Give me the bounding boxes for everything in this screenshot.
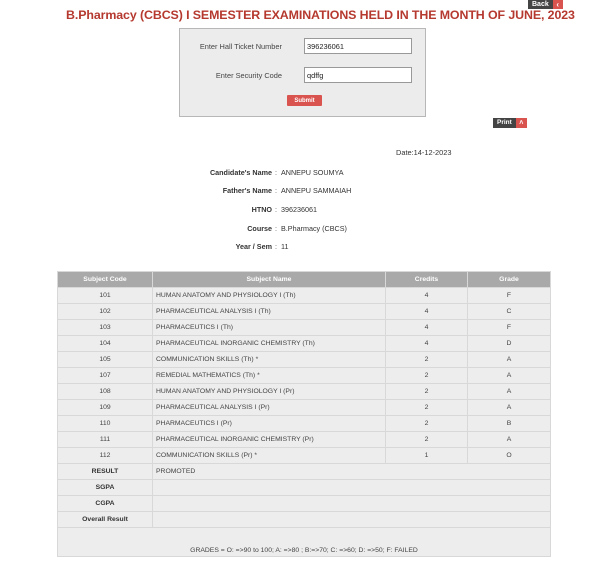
subject-code: 108 [58,384,153,400]
header-subject-code: Subject Code [58,272,153,288]
result-label: RESULT [58,464,153,480]
print-label: Print [493,118,516,128]
colon: : [275,242,277,251]
colon: : [275,224,277,233]
grades-legend: GRADES = O: =>90 to 100; A: =>80 ; B:=>70; C: =>60; D: =>50; F: FAILED [58,528,551,557]
colon: : [275,168,277,177]
sgpa-label: SGPA [58,480,153,496]
subject-name: PHARMACEUTICAL ANALYSIS I (Th) [153,304,386,320]
father-name-label: Father's Name [222,186,272,195]
back-label: Back [528,0,553,9]
overall-result-row [58,512,551,528]
subject-code: 102 [58,304,153,320]
header-grade: Grade [468,272,551,288]
subject-name: REMEDIAL MATHEMATICS (Th) * [153,368,386,384]
htno-row [0,205,606,217]
colon: : [275,186,277,195]
cgpa-row [58,496,551,512]
subject-credits: 2 [386,416,468,432]
subject-code: 107 [58,368,153,384]
overall-result-label: Overall Result [58,512,153,528]
header-subject-name: Subject Name [153,272,386,288]
result-row [58,464,551,480]
cgpa-value [153,496,551,512]
table-row [58,400,551,416]
subject-code: 111 [58,432,153,448]
subject-credits: 4 [386,336,468,352]
hall-ticket-label: Enter Hall Ticket Number [199,42,282,51]
candidate-name-label: Candidate's Name [209,168,272,177]
subject-name: COMMUNICATION SKILLS (Pr) * [153,448,386,464]
chevron-left-icon: ‹ [553,0,563,9]
course-label: Course [247,224,272,233]
subject-credits: 4 [386,320,468,336]
subject-grade: F [468,288,551,304]
subject-grade: A [468,352,551,368]
table-row [58,368,551,384]
result-value: PROMOTED [153,464,551,480]
father-name-value: ANNEPU SAMMAIAH [281,186,352,195]
subject-grade: A [468,432,551,448]
subject-credits: 2 [386,352,468,368]
subject-code: 101 [58,288,153,304]
sgpa-value [153,480,551,496]
table-row [58,320,551,336]
subject-name: PHARMACEUTICS I (Th) [153,320,386,336]
table-row [58,304,551,320]
overall-result-value [153,512,551,528]
security-code-label: Enter Security Code [215,71,282,80]
subject-name: COMMUNICATION SKILLS (Th) * [153,352,386,368]
father-name-row [0,186,606,198]
candidate-name-row [0,168,606,180]
htno-label: HTNO [251,205,272,214]
subject-name: PHARMACEUTICAL INORGANIC CHEMISTRY (Th) [153,336,386,352]
results-table [57,271,551,557]
table-row [58,432,551,448]
subject-grade: B [468,416,551,432]
subject-grade: A [468,368,551,384]
subject-credits: 1 [386,448,468,464]
subject-code: 104 [58,336,153,352]
subject-credits: 4 [386,304,468,320]
year-sem-value: 11 [281,242,289,251]
subject-grade: A [468,384,551,400]
table-row [58,336,551,352]
security-code-input[interactable]: qdffg [304,67,412,83]
hall-ticket-input[interactable]: 396236061 [304,38,412,54]
sgpa-row [58,480,551,496]
print-button[interactable] [493,118,527,128]
subject-grade: O [468,448,551,464]
cgpa-label: CGPA [58,496,153,512]
subject-credits: 2 [386,384,468,400]
submit-button[interactable]: Submit [287,95,322,106]
table-row [58,352,551,368]
subject-credits: 2 [386,432,468,448]
subject-grade: F [468,320,551,336]
subject-code: 109 [58,400,153,416]
result-date: Date:14-12-2023 [396,148,452,157]
subject-code: 103 [58,320,153,336]
table-row [58,416,551,432]
security-code-row [180,67,425,85]
subject-code: 110 [58,416,153,432]
table-row [58,448,551,464]
hall-ticket-row [180,38,425,56]
page-title: B.Pharmacy (CBCS) I SEMESTER EXAMINATIONS HELD IN THE MONTH OF JUNE, 2023 [66,8,575,22]
table-header-row [58,272,551,288]
subject-grade: D [468,336,551,352]
grades-legend-row [58,528,551,557]
subject-name: HUMAN ANATOMY AND PHYSIOLOGY I (Pr) [153,384,386,400]
year-sem-label: Year / Sem [235,242,272,251]
candidate-name-value: ANNEPU SOUMYA [281,168,344,177]
course-row [0,224,606,236]
subject-credits: 2 [386,368,468,384]
subject-name: PHARMACEUTICAL INORGANIC CHEMISTRY (Pr) [153,432,386,448]
table-row [58,288,551,304]
colon: : [275,205,277,214]
subject-grade: C [468,304,551,320]
subject-name: PHARMACEUTICAL ANALYSIS I (Pr) [153,400,386,416]
course-value: B.Pharmacy (CBCS) [281,224,347,233]
subject-credits: 4 [386,288,468,304]
subject-name: PHARMACEUTICS I (Pr) [153,416,386,432]
subject-code: 105 [58,352,153,368]
table-row [58,384,551,400]
subject-grade: A [468,400,551,416]
year-sem-row [0,242,606,254]
htno-value: 396236061 [281,205,317,214]
subject-name: HUMAN ANATOMY AND PHYSIOLOGY I (Th) [153,288,386,304]
result-search-form [179,28,426,117]
subject-code: 112 [58,448,153,464]
header-credits: Credits [386,272,468,288]
chevron-up-icon: ˄ [516,118,527,128]
subject-credits: 2 [386,400,468,416]
